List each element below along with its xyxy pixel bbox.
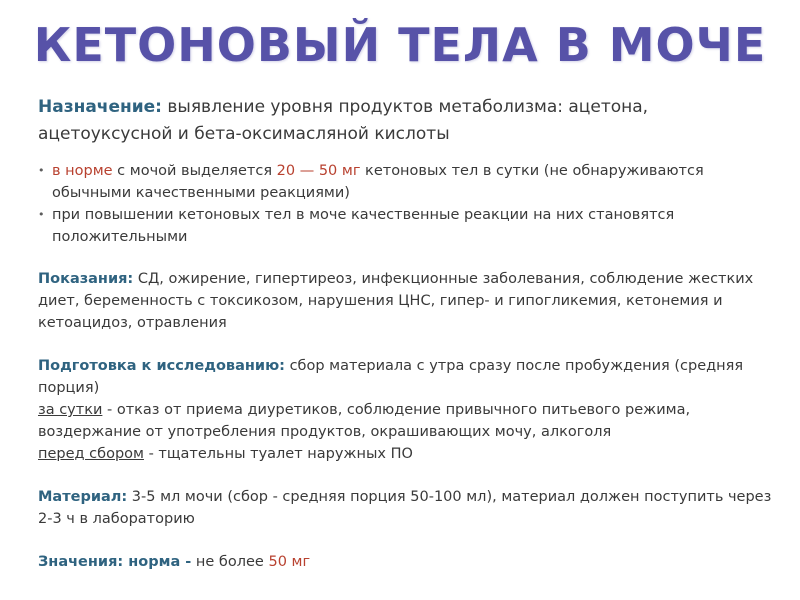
preparation-before-label: перед сбором <box>38 446 144 462</box>
norm-range-value: 20 — 50 мг <box>276 163 361 179</box>
preparation-text: сбор материала с утра сразу после пробуждения (средняя порция) <box>38 358 744 396</box>
norm-accent-text: в норме <box>52 163 113 179</box>
purpose-section <box>38 94 778 148</box>
preparation-day-text: - отказ от приема диуретиков, соблюдение привычного питьевого режима, воздержание от употребления продуктов, окрашивающих мочу, алкоголя <box>38 402 691 440</box>
material-section <box>38 486 778 530</box>
bullet-dot-icon: • <box>38 208 45 221</box>
values-norm-value: 50 мг <box>268 554 311 570</box>
preparation-day-label: за сутки <box>38 402 103 418</box>
bullet-dot-icon: • <box>38 164 45 177</box>
values-text: не более <box>191 554 269 570</box>
material-text: 3-5 мл мочи (сбор - средняя порция 50-100 мл), материал должен поступить через 2-3 ч в лабораторию <box>38 489 772 527</box>
preparation-label: Подготовка к исследованию: <box>38 358 285 374</box>
indications-section <box>38 268 778 334</box>
bullet-item <box>38 204 778 248</box>
bullet-item <box>38 160 778 204</box>
indications-text: СД, ожирение, гипертиреоз, инфекционные заболевания, соблюдение жестких диет, беременность с токсикозом, нарушения ЦНС, гипер- и гипогликемия, кетонемия и кетоацидоз, отравления <box>38 271 754 331</box>
bullet-text: кетоновых тел в сутки (не обнаруживаются обычными качественными реакциями) <box>52 163 704 201</box>
preparation-before-text: - тщательны туалет наружных ПО <box>143 446 413 462</box>
page-title: КЕТОНОВЫЙ ТЕЛА В МОЧЕ <box>33 18 767 72</box>
indications-label: Показания: <box>38 271 134 287</box>
purpose-text: выявление уровня продуктов метаболизма: ацетона, ацетоуксусной и бета-оксимасляной кислоты <box>38 97 649 144</box>
bullet-list <box>38 160 778 248</box>
values-label: Значения: <box>38 554 124 570</box>
content-body <box>38 94 778 594</box>
values-section <box>38 551 778 573</box>
bullet-text: с мочой выделяется <box>112 163 277 179</box>
purpose-label: Назначение: <box>38 97 162 117</box>
preparation-section <box>38 355 778 465</box>
bullet-text: при повышении кетоновых тел в моче качественные реакции на них становятся положительными <box>52 207 675 245</box>
values-norm-label: норма - <box>123 554 192 570</box>
material-label: Материал: <box>38 489 128 505</box>
